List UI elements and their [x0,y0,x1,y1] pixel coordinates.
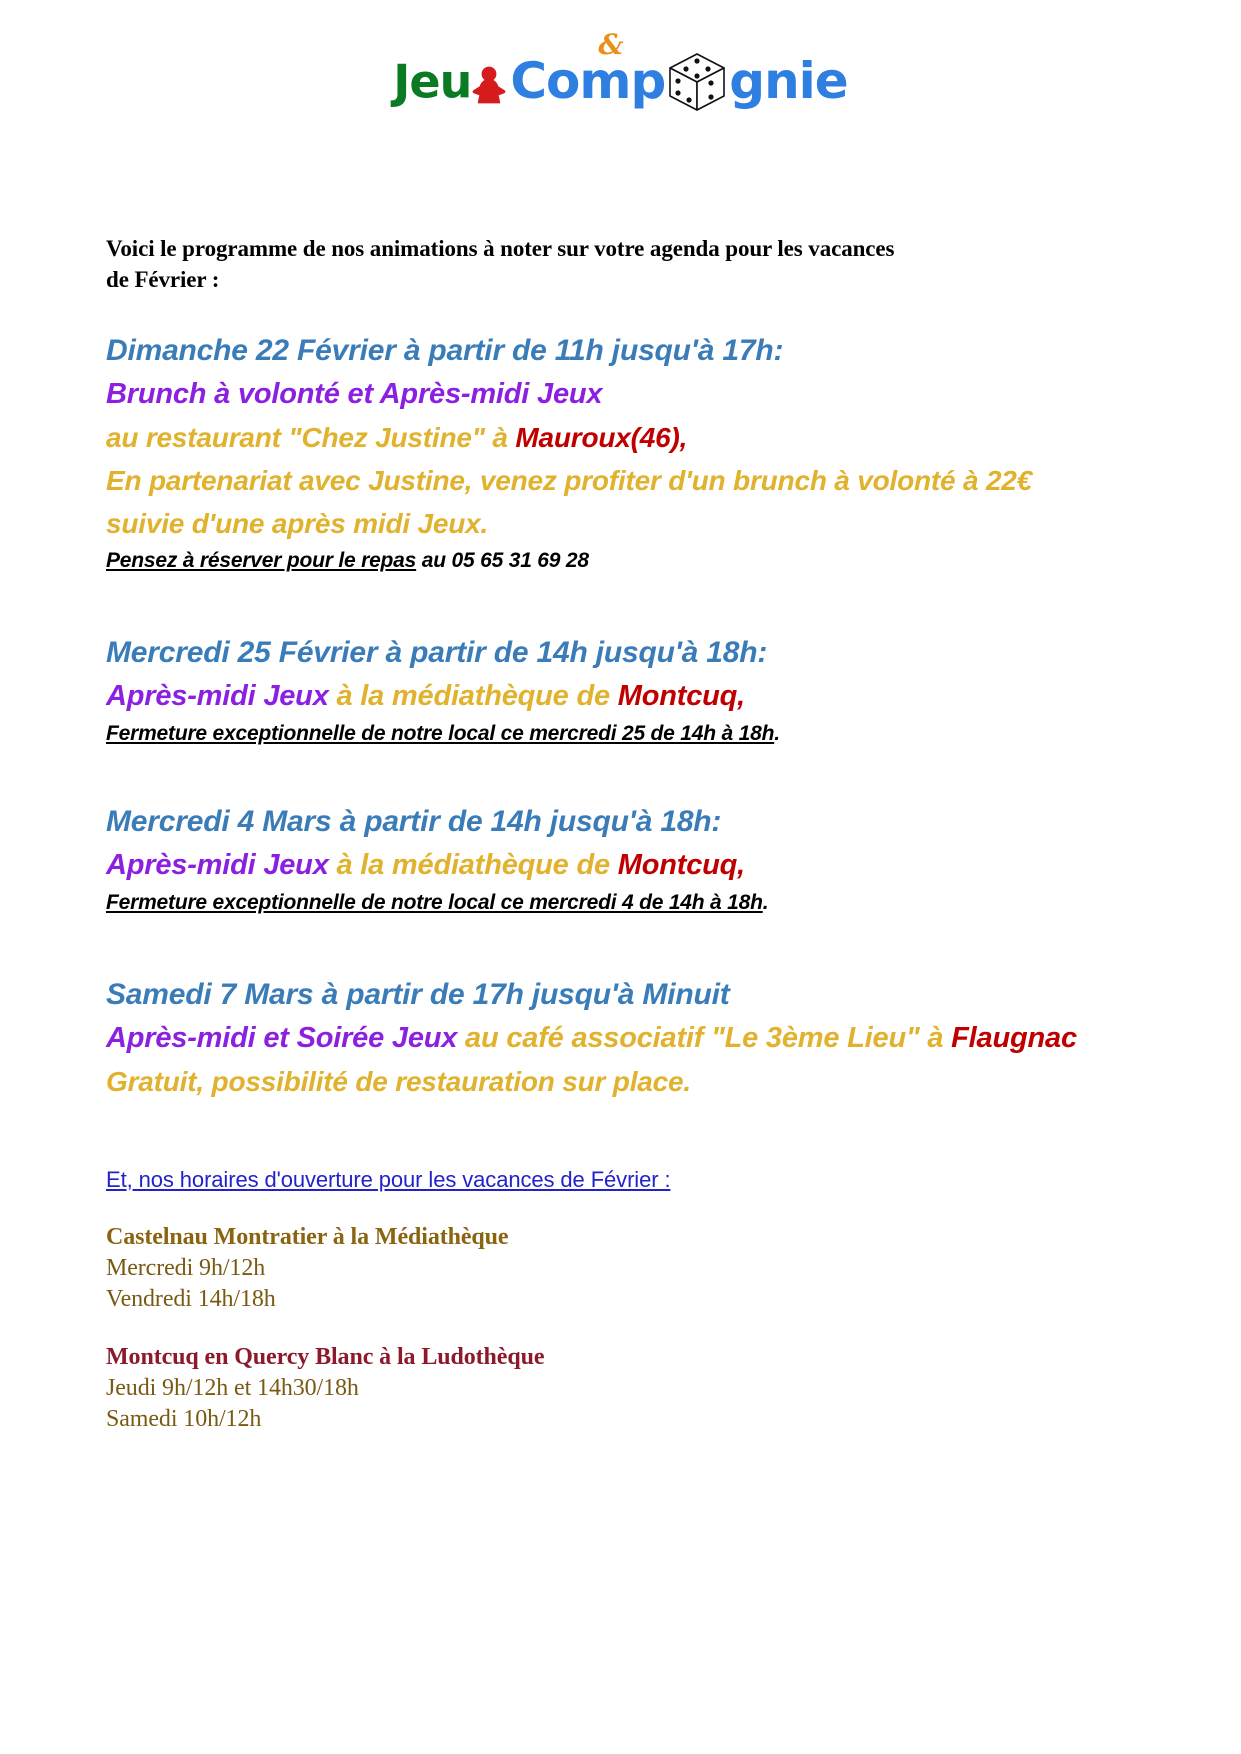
opening-hours-section [106,1165,1106,1435]
event-note [106,887,1106,919]
event-note-rest: . [762,891,769,914]
event-place-prefix: à la médiathèque de [328,849,618,881]
intro-paragraph: Voici le programme de nos animations à noter sur votre agenda pour les vacances de Février : [106,236,895,292]
event-title: Après-midi Jeux [106,849,329,881]
event-detail: Gratuit, possibilité de restauration sur place. [106,1066,691,1097]
venue-hours-line: Samedi 10h/12h [106,1406,262,1432]
event-date: Mercredi 4 Mars à partir de 14h jusqu'à 18h: [106,805,722,838]
event-place-city: Flaugnac [951,1022,1077,1054]
venue-name: Castelnau Montratier à la Médiathèque [106,1224,509,1250]
event-note-rest: . [774,722,780,745]
spacer [106,1109,1106,1165]
spacer [106,925,1106,973]
event-note-underlined: Pensez à réserver pour le repas [106,549,417,572]
logo-line-jeux [393,52,506,110]
event-place-prefix: au café associatif "Le 3ème Lieu" à [457,1022,952,1054]
spacer [106,756,1106,800]
event-title: Après-midi Jeux [106,680,329,712]
event-item [106,800,1106,919]
event-item [106,973,1106,1103]
logo-ampersand: & [598,28,624,61]
opening-hours-heading[interactable]: Et, nos horaires d'ouverture pour les vacances de Février : [106,1167,671,1192]
event-note-underlined: Fermeture exceptionnelle de notre local ce mercredi 4 de 14h à 18h [106,891,763,914]
event-title: Brunch à volonté et Après-midi Jeux [106,378,603,410]
event-place-prefix: au restaurant "Chez Justine" à [106,422,516,453]
event-title-line [106,844,1106,887]
event-place-prefix: à la médiathèque de [328,680,618,712]
venue-hours-line: Jeudi 9h/12h et 14h30/18h [106,1375,359,1401]
event-date: Samedi 7 Mars à partir de 17h jusqu'à Minuit [106,978,730,1011]
logo-word-comp: Comp [510,52,666,110]
event-date: Mercredi 25 Février à partir de 14h jusqu'à 18h: [106,636,768,669]
venue-hours-line: Mercredi 9h/12h [106,1255,266,1281]
event-place-city: Mauroux(46), [515,422,688,453]
logo-word-gnie: gnie [729,52,848,110]
event-place [106,416,1106,459]
logo-word-jeu: Jeu [393,54,472,108]
logo-line-compagnie [510,28,848,112]
event-detail: En partenariat avec Justine, venez profiter d'un brunch à volonté à 22€ suivie d'une après midi Jeux. [106,465,1033,539]
event-title: Après-midi et Soirée Jeux [106,1022,458,1054]
event-note-rest: au 05 65 31 69 28 [416,549,589,572]
event-place-city: Montcuq, [617,680,746,712]
event-item [106,329,1106,577]
logo [0,28,1241,112]
events-list [106,329,1106,1103]
event-note [106,545,1106,577]
venue-block [106,1341,1106,1435]
document-content [106,210,1106,1435]
red-meeple-icon [472,66,506,104]
event-title-line [106,675,1106,718]
event-date: Dimanche 22 Février à partir de 11h jusqu'à 17h: [106,334,784,367]
event-title-line [106,1017,1106,1060]
event-item [106,631,1106,750]
venue-name: Montcuq en Quercy Blanc à la Ludothèque [106,1344,545,1370]
venue-hours-line: Vendredi 14h/18h [106,1286,276,1312]
venue-block [106,1221,1106,1315]
event-note-underlined: Fermeture exceptionnelle de notre local ce mercredi 25 de 14h à 18h [106,722,775,745]
spacer [106,583,1106,631]
die-cube-icon [667,52,727,114]
event-note [106,718,1106,750]
event-place-city: Montcuq, [617,849,746,881]
